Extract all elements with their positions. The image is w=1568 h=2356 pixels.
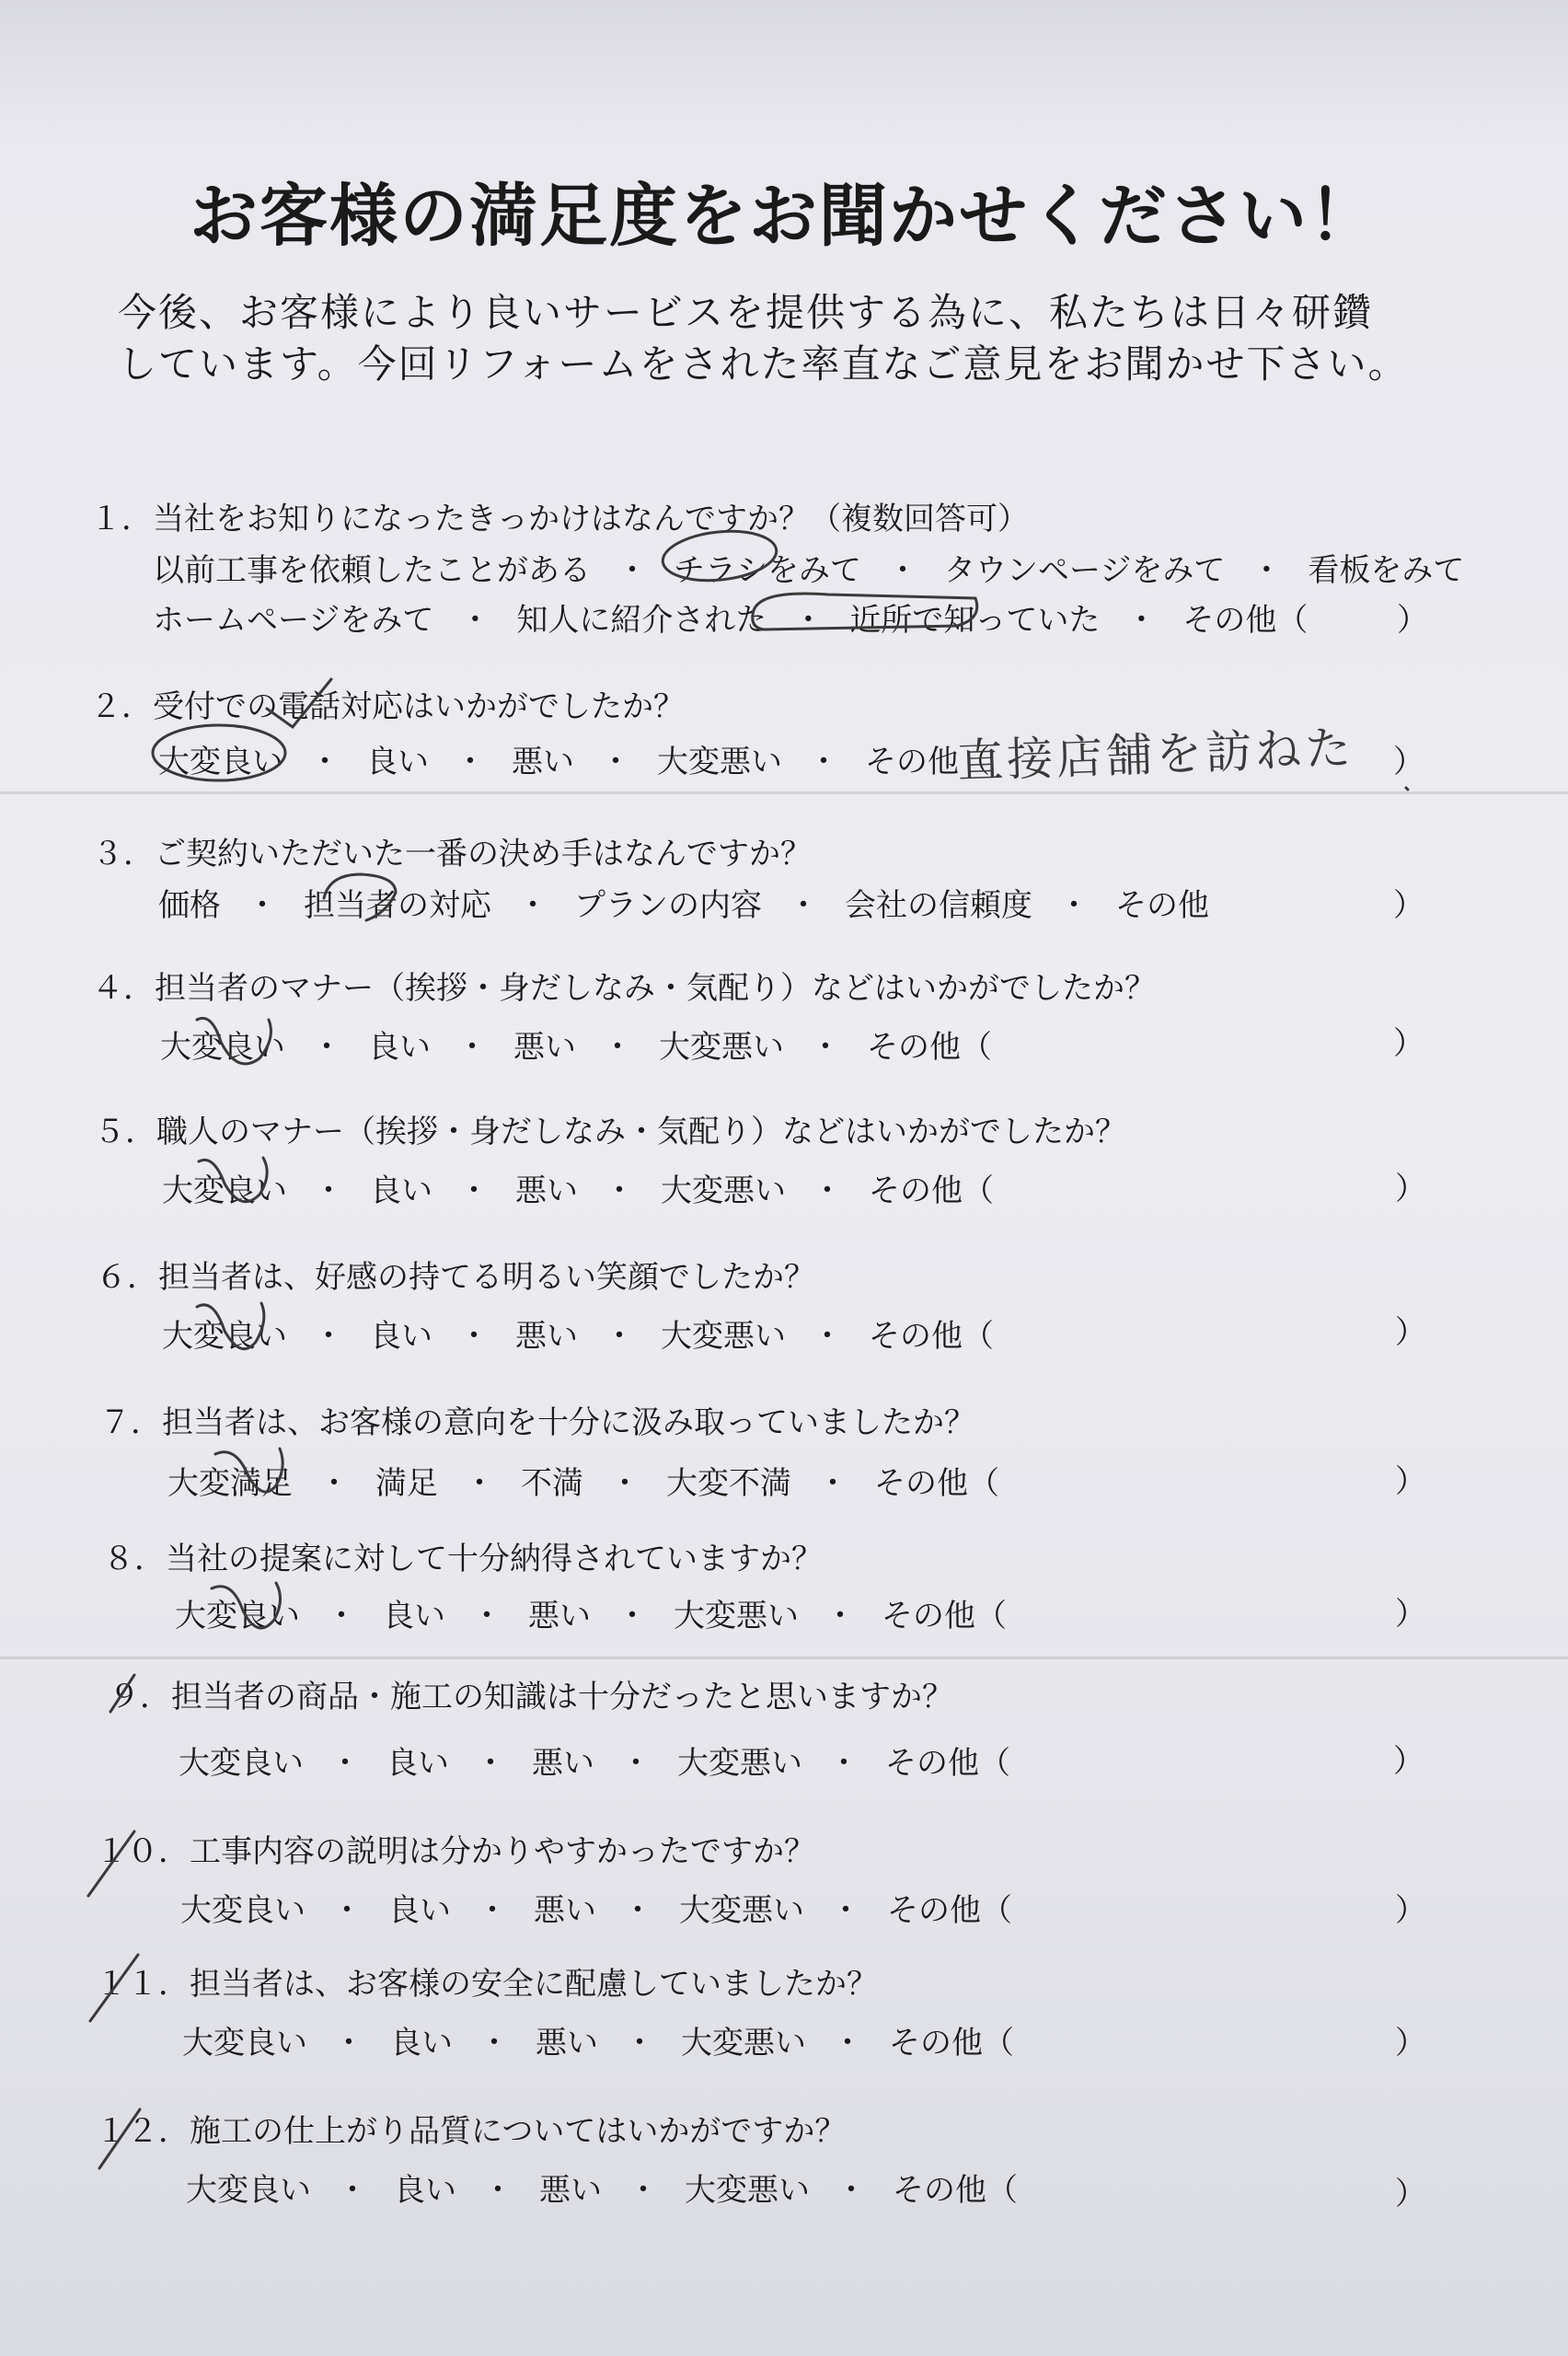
q11-options [182, 2017, 1014, 2062]
separator: ・ [1251, 552, 1283, 589]
q9-option[interactable]: 良い [386, 1745, 449, 1782]
question-8: ８．当社の提案に対して十分納得されていますか？ [103, 1541, 823, 1577]
q8-option[interactable]: その他（ [882, 1598, 1007, 1634]
question-2: ２．受付での電話対応はいかがでしたか？ [90, 688, 685, 725]
separator: ・ [602, 1029, 633, 1066]
q2-margin-dot [1406, 788, 1408, 790]
q10-option[interactable]: 大変良い [180, 1892, 306, 1929]
q4-option[interactable]: 大変悪い [659, 1029, 784, 1066]
separator: ・ [471, 1598, 502, 1634]
q3-option[interactable]: 価格 [158, 887, 221, 924]
q6-option[interactable]: 大変良い [162, 1318, 287, 1355]
q11-close-paren: ） [1395, 2025, 1426, 2062]
separator: ・ [456, 1029, 488, 1066]
q1-options-row-2 [153, 595, 1308, 640]
q3-option[interactable]: プランの内容 [574, 887, 762, 924]
q4-options [160, 1022, 992, 1067]
q3-close-paren: ） [1393, 887, 1424, 924]
q7-options [167, 1458, 999, 1503]
q12-option[interactable]: 良い [394, 2172, 456, 2209]
q8-options [175, 1590, 1007, 1635]
q8-option[interactable]: 良い [383, 1598, 445, 1634]
separator: ・ [459, 602, 491, 639]
q4-close-paren: ） [1393, 1025, 1424, 1062]
separator: ・ [337, 2172, 368, 2209]
question-9: ９．担当者の商品・施工の知識は十分だったと思いますか？ [109, 1679, 953, 1715]
separator: ・ [622, 1892, 653, 1929]
separator: ・ [830, 1892, 861, 1929]
q6-options [162, 1311, 994, 1356]
intro-line-2: しています。今回リフォームをされた率直なご意見をお聞かせ下さい。 [118, 341, 1409, 387]
q6-option[interactable]: 悪い [515, 1318, 578, 1355]
q8-option[interactable]: 悪い [528, 1598, 591, 1634]
q2-option[interactable]: 大変悪い [657, 744, 782, 780]
separator: ・ [331, 1892, 363, 1929]
separator: ・ [628, 2172, 659, 2209]
separator: ・ [464, 1465, 495, 1502]
separator: ・ [600, 744, 631, 780]
separator: ・ [832, 2025, 863, 2062]
question-5: ５．職人のマナー（挨拶・身だしなみ・気配り）などはいかがでしたか？ [94, 1114, 1126, 1150]
q3-option[interactable]: 会社の信頼度 [845, 887, 1032, 924]
q3-option[interactable]: その他 [1115, 887, 1209, 924]
separator: ・ [824, 1598, 856, 1634]
q5-option[interactable]: 悪い [515, 1172, 578, 1209]
q4-option[interactable]: 大変良い [160, 1029, 285, 1066]
separator: ・ [817, 1465, 848, 1502]
q1-option[interactable]: その他（ [1182, 602, 1309, 639]
q12-option[interactable]: その他（ [893, 2172, 1018, 2209]
separator: ・ [458, 1172, 490, 1209]
q7-option[interactable]: 大変不満 [666, 1465, 791, 1502]
q9-option[interactable]: 悪い [532, 1745, 594, 1782]
separator: ・ [624, 2025, 655, 2062]
intro-line-1: 今後、お客様により良いサービスを提供する為に、私たちは日々研鑽 [118, 290, 1374, 335]
separator: ・ [333, 2025, 364, 2062]
separator: ・ [247, 887, 278, 924]
separator: ・ [478, 2025, 510, 2062]
separator: ・ [326, 1598, 357, 1634]
q7-option[interactable]: 満足 [375, 1465, 438, 1502]
q1-option[interactable]: 近所で知っていた [849, 602, 1101, 639]
q1-options-row-1 [153, 545, 1464, 590]
q11-option[interactable]: 大変悪い [681, 2025, 806, 2062]
separator: ・ [1125, 602, 1158, 639]
separator: ・ [836, 2172, 867, 2209]
q2-option[interactable]: 大変良い [158, 744, 283, 780]
separator: ・ [477, 1892, 508, 1929]
question-3: ３．ご契約いただいた一番の決め手はなんですか？ [92, 836, 812, 872]
q10-option[interactable]: 大変悪い [679, 1892, 804, 1929]
question-7: ７．担当者は、お客様の意向を十分に汲み取っていましたか？ [99, 1404, 975, 1441]
question-4: ４．担当者のマナー（挨拶・身だしなみ・気配り）などはいかがでしたか？ [92, 970, 1156, 1007]
q2-close-paren: ） [1393, 744, 1424, 780]
separator: ・ [620, 1745, 651, 1782]
q10-option[interactable]: 悪い [534, 1892, 596, 1929]
question-6: ６．担当者は、好感の持てる明るい笑顔でしたか？ [96, 1259, 815, 1296]
q5-option[interactable]: 良い [370, 1172, 432, 1209]
separator: ・ [1058, 887, 1090, 924]
q12-option[interactable]: 大変悪い [685, 2172, 810, 2209]
separator: ・ [455, 744, 486, 780]
separator: ・ [313, 1172, 344, 1209]
separator: ・ [313, 1318, 344, 1355]
separator: ・ [788, 887, 819, 924]
q7-option[interactable]: 大変満足 [167, 1465, 293, 1502]
q2-option[interactable]: 悪い [512, 744, 574, 780]
q6-option[interactable]: 良い [370, 1318, 432, 1355]
separator: ・ [887, 552, 918, 589]
paper-fold-line [0, 1657, 1568, 1659]
q7-option[interactable]: 不満 [521, 1465, 583, 1502]
separator: ・ [318, 1465, 350, 1502]
q12-options [186, 2165, 1018, 2210]
q6-option[interactable]: 大変悪い [661, 1318, 786, 1355]
separator: ・ [311, 1029, 342, 1066]
question-11: １１．担当者は、お客様の安全に配慮していましたか？ [96, 1966, 878, 2003]
question-10: １０．工事内容の説明は分かりやすかったですか？ [96, 1833, 815, 1870]
q4-option[interactable]: 良い [368, 1029, 431, 1066]
survey-title: お客様の満足度をお聞かせください！ [190, 177, 1378, 256]
q7-option[interactable]: その他（ [874, 1465, 999, 1502]
q5-option[interactable]: 大変良い [162, 1172, 287, 1209]
q1-option[interactable]: 知人に紹介された [516, 602, 767, 639]
q10-option[interactable]: 良い [388, 1892, 451, 1929]
q10-options [180, 1885, 1012, 1930]
q11-option[interactable]: その他（ [889, 2025, 1014, 2062]
q9-options [179, 1738, 1010, 1783]
q6-option[interactable]: その他（ [869, 1318, 994, 1355]
separator: ・ [828, 1745, 859, 1782]
separator: ・ [517, 887, 548, 924]
separator: ・ [808, 744, 839, 780]
question-12: １２．施工の仕上がり品質についてはいかがですか？ [96, 2113, 847, 2150]
q12-close-paren: ） [1395, 2176, 1426, 2212]
q8-close-paren: ） [1395, 1596, 1426, 1633]
q11-option[interactable]: 良い [390, 2025, 453, 2062]
paper-fold-line [0, 791, 1568, 794]
separator: ・ [792, 602, 824, 639]
q9-option[interactable]: 大変良い [179, 1745, 304, 1782]
separator: ・ [329, 1745, 361, 1782]
q4-option[interactable]: その他（ [867, 1029, 992, 1066]
separator: ・ [617, 1598, 648, 1634]
separator: ・ [604, 1318, 635, 1355]
question-1: １．当社をお知りになったきっかけはなんですか？（複数回答可） [90, 501, 1029, 537]
separator: ・ [609, 1465, 640, 1502]
separator: ・ [309, 744, 340, 780]
q2-handwritten-answer: 直接店舗を訪ねた [956, 721, 1356, 789]
q2-options [158, 736, 990, 781]
q3-options [158, 880, 1209, 925]
q5-option[interactable]: 大変悪い [661, 1172, 786, 1209]
q8-option[interactable]: 大変良い [175, 1598, 300, 1634]
q12-option[interactable]: 大変良い [186, 2172, 311, 2209]
q5-options [162, 1165, 994, 1210]
q9-option[interactable]: その他（ [885, 1745, 1010, 1782]
q1-close-paren: ） [1397, 602, 1428, 639]
q6-close-paren: ） [1395, 1314, 1426, 1351]
q1-option[interactable]: 以前工事を依頼したことがある [153, 552, 591, 589]
q8-option[interactable]: 大変悪い [674, 1598, 799, 1634]
q2-option[interactable]: その他（ [865, 744, 990, 780]
q1-option[interactable]: チラシをみて [674, 552, 861, 589]
q1-option[interactable]: 看板をみて [1308, 552, 1465, 589]
separator: ・ [617, 552, 648, 589]
q1-option[interactable]: タウンページをみて [944, 552, 1226, 589]
q11-option[interactable]: 大変良い [182, 2025, 307, 2062]
separator: ・ [475, 1745, 506, 1782]
q9-close-paren: ） [1393, 1743, 1424, 1780]
separator: ・ [810, 1029, 841, 1066]
separator: ・ [458, 1318, 490, 1355]
q5-close-paren: ） [1395, 1171, 1426, 1207]
q10-option[interactable]: その他（ [887, 1892, 1012, 1929]
separator: ・ [604, 1172, 635, 1209]
q2-option[interactable]: 良い [366, 744, 429, 780]
q10-close-paren: ） [1395, 1892, 1426, 1929]
q12-option[interactable]: 悪い [539, 2172, 602, 2209]
q1-option[interactable]: ホームページをみて [153, 602, 434, 639]
separator: ・ [482, 2172, 513, 2209]
separator: ・ [812, 1172, 843, 1209]
q4-option[interactable]: 悪い [513, 1029, 576, 1066]
q11-option[interactable]: 悪い [536, 2025, 598, 2062]
q9-option[interactable]: 大変悪い [677, 1745, 802, 1782]
separator: ・ [812, 1318, 843, 1355]
q5-option[interactable]: その他（ [869, 1172, 994, 1209]
q7-close-paren: ） [1395, 1463, 1426, 1500]
q3-option[interactable]: 担当者の対応 [304, 887, 491, 924]
